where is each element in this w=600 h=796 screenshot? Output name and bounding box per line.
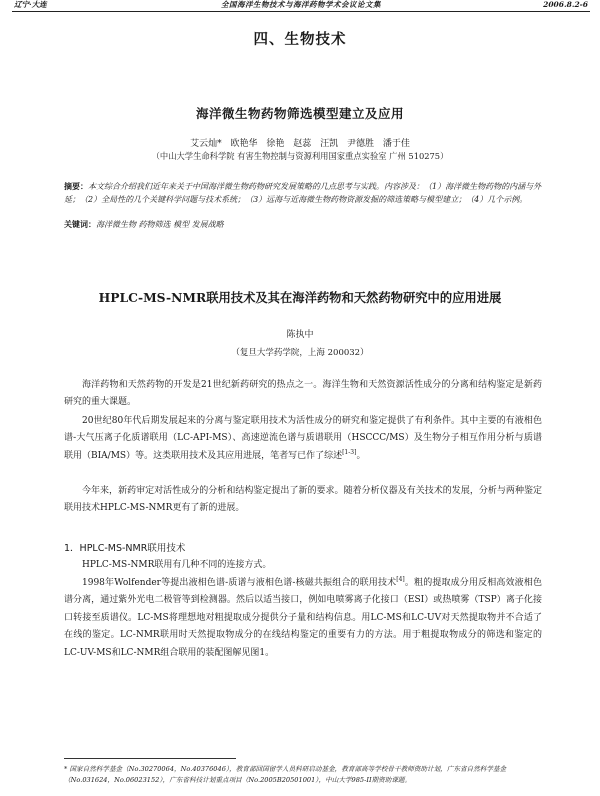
citation-ref: [4] [396,576,405,583]
running-header-title: 全国海洋生物技术与海洋药物学术会议论文集 [221,0,381,9]
subsection-paragraph: HPLC-MS-NMR联用有几种不同的连接方式。 [82,560,272,570]
article2-paragraph: 20世纪80年代后期发展起来的分离与鉴定联用技术为活性成分的研究和鉴定提供了有利条件。其中主要的有液相色谱-大气压离子化质谱联用（LC-API-MS）、高速逆流色谱与质谱联用（HSCCC/MS）及生物分子相互作用分析与质谱联用（BIA/MS）等。这类联用技术及其应用进展，笔者写已作了综述[1-3]。 [64,416,542,461]
subsection-paragraph: 1998年Wolfender等提出液相色谱-质谱与液相色谱-核磁共振组合的联用技术[4]。粗的提取成分用反相高效液相色谱分离，通过紫外光电二极管等到检测器。然后以适当接口，例如电喷雾离子化接口（ESI）或热喷雾（TSP）离子化接口转接至质谱仪。LC-MS将理想地对粗提取成分提供分子量和结构信息。用LC-MS和LC-UV对天然提取物并不合适了在线的鉴定。LC-NMR联用时天然提取物成分的在线结构鉴定的重要有力的方法。用于粗提取物成分的筛选和鉴定的LC-UV-MS和LC-NMR组合联用的装配图解见图1。 [64,576,542,658]
abstract-label: 摘要： [64,181,88,191]
article1-abstract [64,180,542,206]
article1-keywords [64,218,542,231]
article1-title: 海洋微生物药物筛选模型建立及应用 [195,106,404,121]
article2-title: HPLC-MS-NMR联用技术及其在海洋药物和天然药物研究中的应用进展 [98,290,502,305]
running-header [12,0,590,12]
footnote: * 国家自然科学基金（No.30270064，No.40376046），教育部回国留学人员科研启动基金，教育部高等学校骨干教师资助计划，广东省自然科学基金（No.031624，No.06023152），广东省科技计划重点项目（No.2005B20501001），中山大学985-II期资助课题。 [64,765,507,784]
abstract-text: 本文综合介绍我们近年来关于中国海洋微生物药物研究发展策略的几点思考与实践。内容涉及：（1）海洋微生物药物的内涵与外延；（2）全局性的几个关键科学问题与技术系统；（3）远海与近海微生物药物资源发掘的筛选策略与模型建立；（4）几个示例。 [64,182,542,204]
article1-affiliation: （中山大学生命科学院 有害生物控制与资源利用国家重点实验室 广州 510275） [151,151,449,161]
subsection-heading: 1．HPLC-MS-NMR联用技术 [64,543,186,554]
article2-affiliation: （复旦大学药学院，上海 200032） [231,348,369,358]
keywords-label: 关键词： [64,219,96,229]
running-header-date: 2006.8.2-6 [543,0,588,9]
citation-ref: [1-3] [342,448,357,456]
keywords-text: 海洋微生物 药物筛选 模型 发展战略 [96,220,224,229]
running-header-location: 辽宁·大连 [14,0,47,9]
article2-paragraph: 海洋药物和天然药物的开发是21世纪新药研究的热点之一。海洋生物和天然资源活性成分的分离和结构鉴定是新药研究的重大课题。 [64,380,542,408]
article2-author: 陈执中 [286,330,314,340]
footnote-rule [64,758,236,759]
article1-authors: 艾云灿* 欧艳华 徐艳 赵蕊 汪凯 尹德胜 潘于佳 [190,139,410,149]
section-heading: 四、生物技术 [253,32,347,48]
article2-paragraph: 今年来，新药审定对活性成分的分析和结构鉴定提出了新的要求。随着分析仪器及有关技术的发展，分析与两种鉴定联用技术HPLC-MS-NMR更有了新的进展。 [64,486,542,514]
